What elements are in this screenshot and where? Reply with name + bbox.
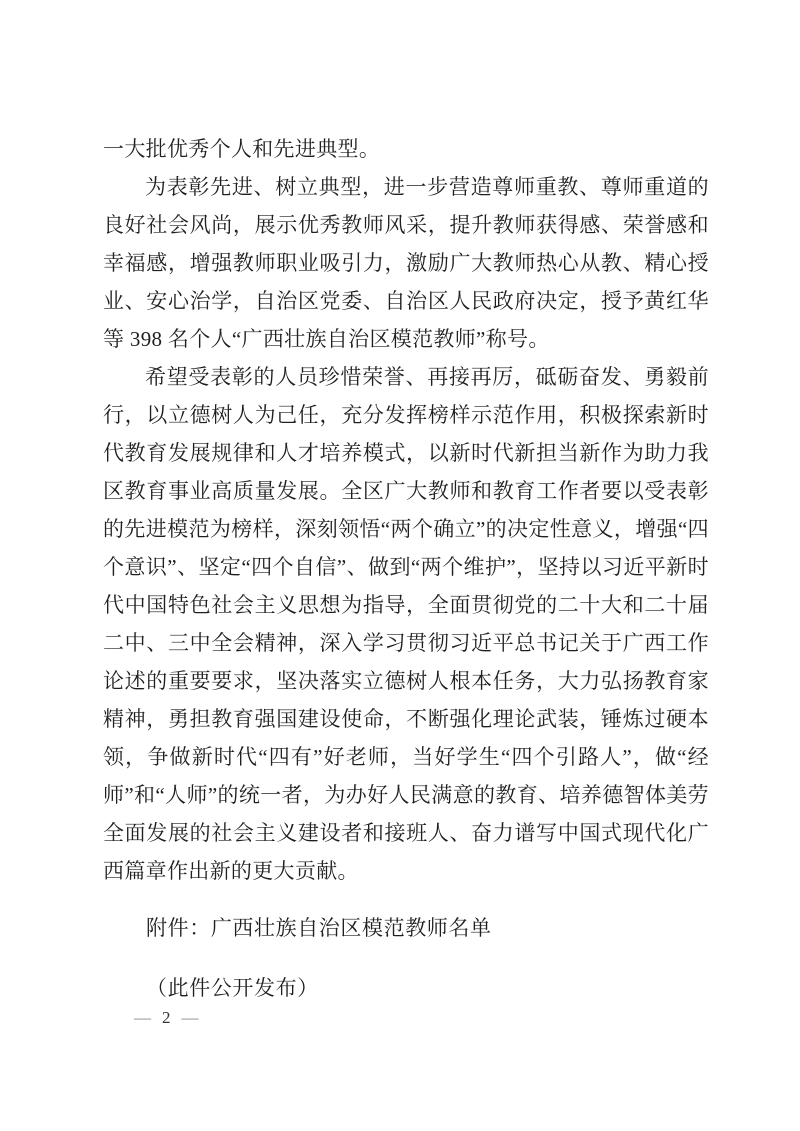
paragraph-commendation: 为表彰先进、树立典型，进一步营造尊师重教、尊师重道的良好社会风尚，展示优秀教师风采，提升教师获得感、荣誉感和幸福感，增强教师职业吸引力，激励广大教师热心从教、精心授业、安心治学，自治区党委、自治区人民政府决定，授予黄红华等 398 名个人“广西壮族自治区模范教师”称号。 [103,175,709,351]
page-number [127,1006,206,1030]
document-body [103,130,709,890]
paragraph-expectation: 希望受表彰的人员珍惜荣誉、再接再厉，砥砺奋发、勇毅前行，以立德树人为己任，充分发挥榜样示范作用，积极探索新时代教育发展规律和人才培养模式，以新时代新担当新作为助力我区教育事业高质量发展。全区广大教师和教育工作者要以受表彰的先进模范为榜样，深刻领悟“两个确立”的决定性意义，增强“四个意识”、坚定“四个自信”、做到“两个维护”，坚持以习近平新时代中国特色社会主义思想为指导，全面贯彻党的二十大和二十届二中、三中全会精神，深入学习贯彻习近平总书记关于广西工作论述的重要要求，坚决落实立德树人根本任务，大力弘扬教育家精神，勇担教育强国建设使命，不断强化理论武装，锤炼过硬本领，争做新时代“四有”好老师，当好学生“四个引路人”，做“经师”和“人师”的统一者，为办好人民满意的教育、培养德智体美劳全面发展的社会主义建设者和接班人、奋力谱写中国式现代化广西篇章作出新的更大贡献。 [103,365,709,883]
attachment-title: 广西壮族自治区模范教师名单 [210,916,492,940]
page-number-value: 2 [162,1008,171,1027]
paragraph-continuation: 一大批优秀个人和先进典型。 [103,137,381,161]
page-number-dash-right: — [181,1008,199,1027]
attachment-label: 附件： [146,916,211,940]
publish-note: （此件公开发布） [146,976,319,1000]
attachment-line [146,909,492,947]
page-number-dash-left: — [134,1008,151,1027]
